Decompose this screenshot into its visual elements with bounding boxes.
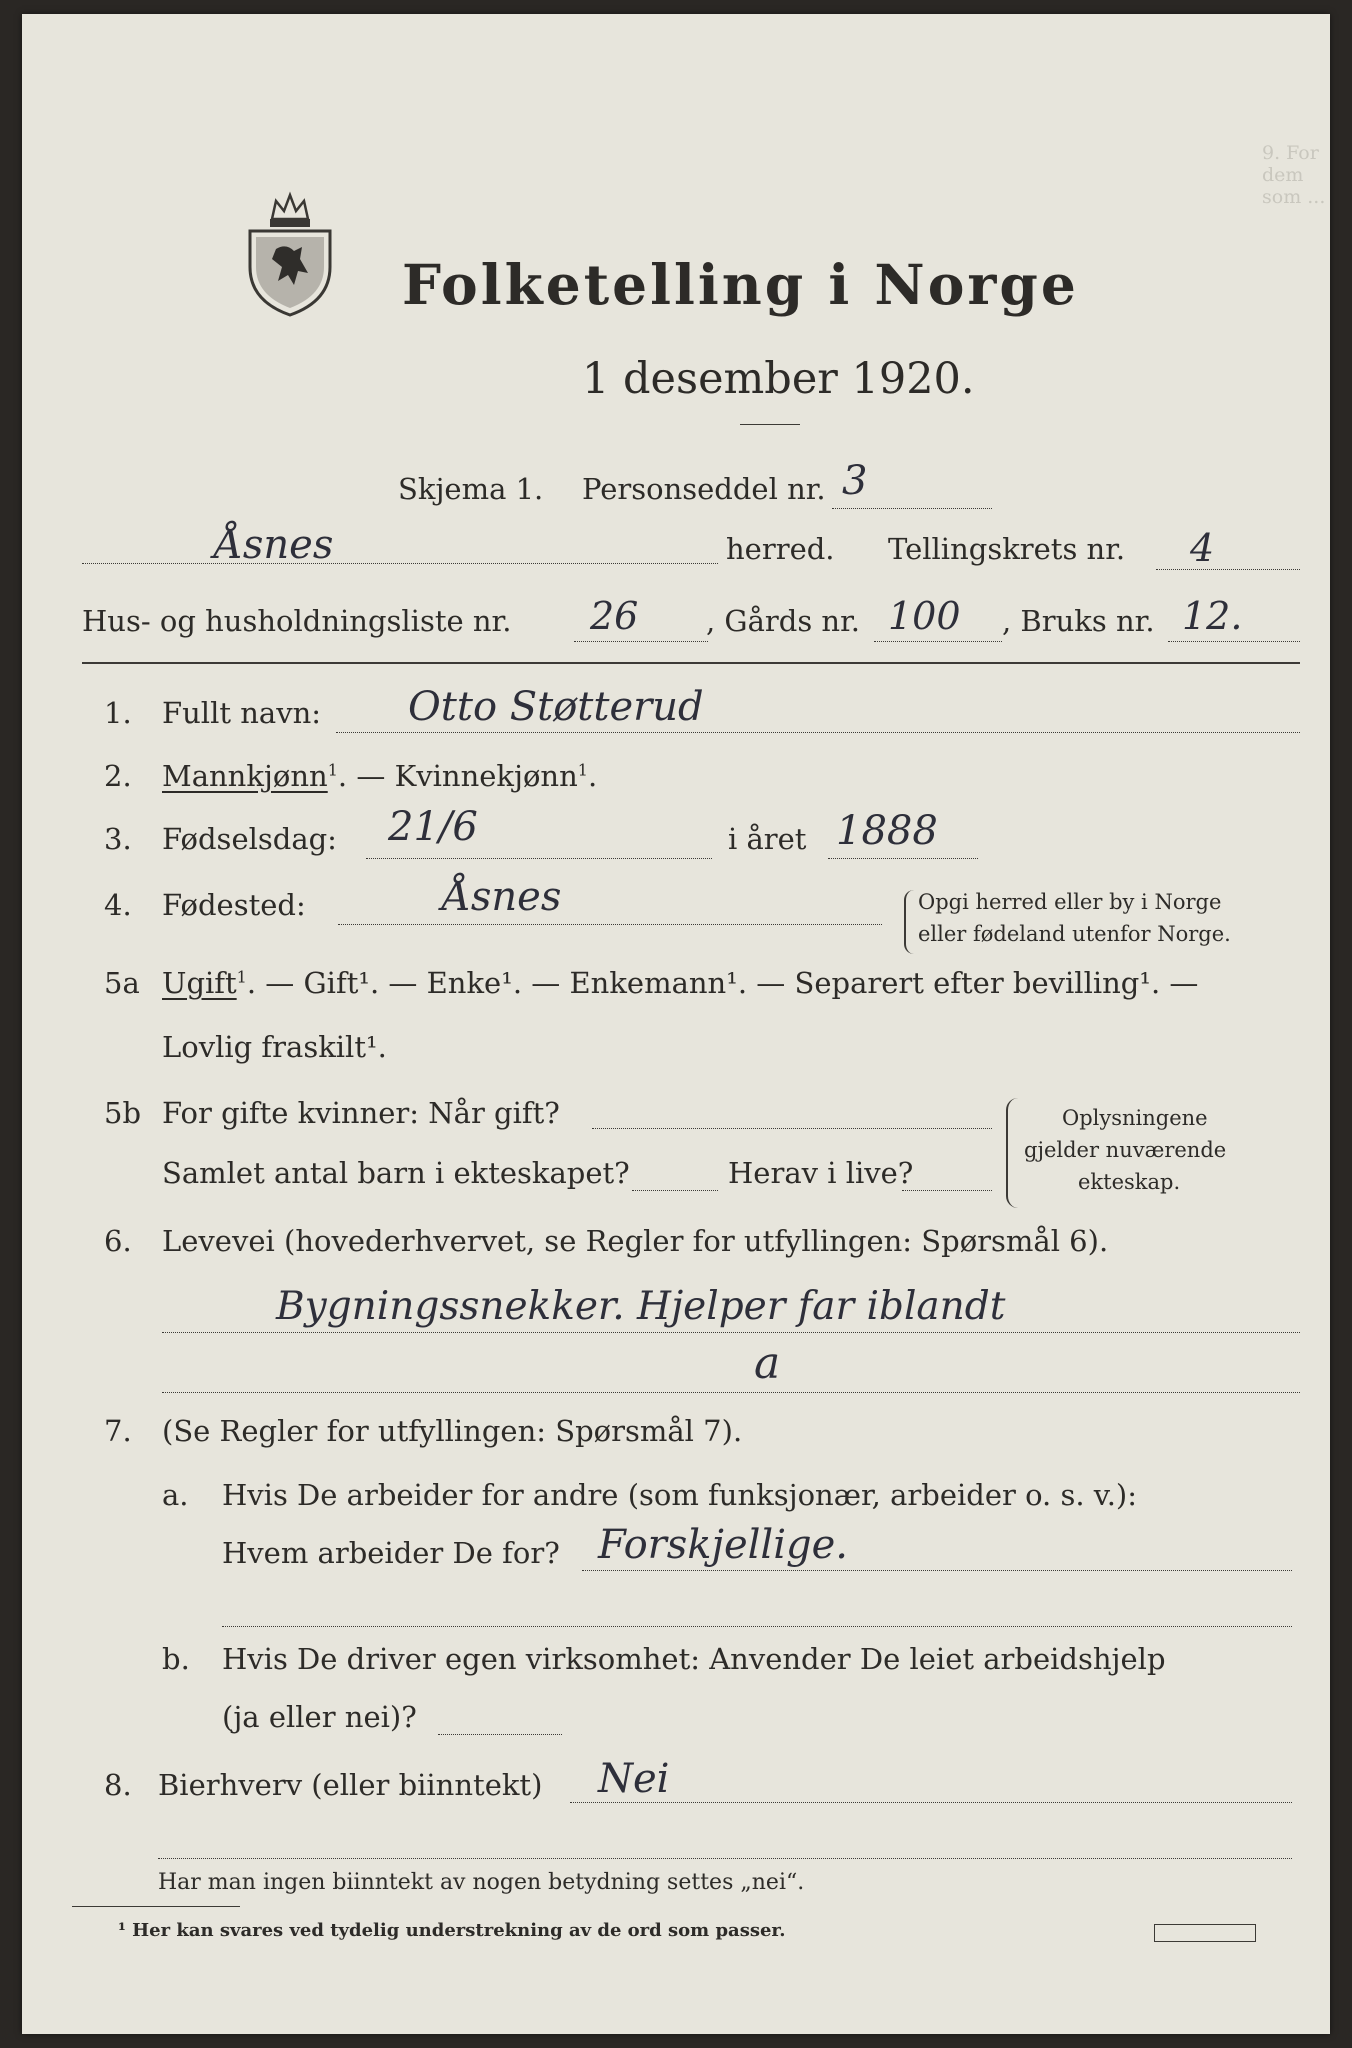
q4-note-line1: Opgi herred eller by i Norge [918, 890, 1222, 914]
hus-label: Hus- og husholdningsliste nr. [82, 604, 512, 638]
bruks-value: 12. [1182, 594, 1243, 638]
q6-line1 [162, 1332, 1300, 1333]
q5b-when-married-label: For gifte kvinner: Når gift? [162, 1096, 560, 1130]
q5b-bracket [1006, 1098, 1018, 1208]
gards-line [874, 641, 1002, 642]
year-line [828, 858, 978, 859]
q2-separator: . — [337, 759, 395, 793]
norwegian-coat-of-arms-icon [242, 189, 338, 319]
full-name-value: Otto Støtterud [408, 684, 704, 730]
q7a-extra-line [222, 1626, 1292, 1627]
header-divider [82, 662, 1300, 664]
q8-number: 8. [104, 1768, 132, 1802]
q5b-note-line1: Oplysningene [1062, 1106, 1208, 1130]
q5b-number: 5b [104, 1096, 142, 1130]
q1-line [336, 732, 1300, 733]
q5a-ugift-footnote-mark: 1 [236, 967, 247, 987]
q7b-letter: b. [162, 1642, 190, 1676]
q3-line [366, 858, 712, 859]
q7a-label: Hvis De arbeider for andre (som funksjonær, arbeider o. s. v.): [222, 1478, 1138, 1512]
census-form [22, 14, 1330, 2034]
side-income-note: Har man ingen biinntekt av nogen betydning settes „nei“. [158, 1870, 805, 1895]
birthplace-value: Åsnes [442, 874, 562, 920]
q8-line [570, 1802, 1292, 1803]
year-label: i året [728, 822, 807, 856]
q7-label: (Se Regler for utfyllingen: Spørsmål 7). [162, 1414, 743, 1448]
tellingskrets-line [1156, 569, 1300, 570]
birthdate-value: 21/6 [388, 804, 478, 850]
female-option: Kvinnekjønn [394, 759, 578, 793]
q6-line2 [162, 1392, 1300, 1393]
q5b-alive-label: Herav i live? [728, 1156, 914, 1190]
q6-label: Levevei (hovederhvervet, se Regler for utfyllingen: Spørsmål 6). [162, 1224, 1109, 1258]
schema-label: Skjema 1. [398, 472, 544, 506]
herred-line [82, 563, 718, 564]
q2-male-footnote-mark: 1 [327, 760, 338, 780]
footnote-mark: ¹ [118, 1920, 126, 1941]
form-subtitle: 1 desember 1920. [582, 354, 975, 404]
q7-number: 7. [104, 1414, 132, 1448]
hus-line [574, 641, 708, 642]
q5b-when-married-line [592, 1128, 992, 1129]
q4-note-line2: eller fødeland utenfor Norge. [918, 922, 1231, 946]
q7b-yes-no-label: (ja eller nei)? [222, 1700, 417, 1734]
q5b-children-line [632, 1190, 718, 1191]
personseddel-value: 3 [842, 458, 868, 504]
q5a-status-options [162, 966, 1198, 1000]
q2-female-footnote-mark: 1 [577, 760, 588, 780]
q7b-label: Hvis De driver egen virksomhet: Anvender De leiet arbeidshjelp [222, 1642, 1166, 1676]
q7b-line [438, 1734, 562, 1735]
q2-sex-options [162, 759, 597, 793]
q2-end: . [587, 759, 598, 793]
form-title: Folketelling i Norge [402, 252, 1079, 317]
hus-value: 26 [590, 594, 639, 638]
personseddel-label: Personseddel nr. [582, 472, 826, 506]
herred-value: Åsnes [214, 522, 334, 568]
q5a-other-options: . — Gift¹. — Enke¹. — Enkemann¹. — Separert efter bevilling¹. — [246, 966, 1199, 1000]
q7a-employer-line [582, 1570, 1292, 1571]
herred-label: herred. [726, 532, 835, 566]
q8-label: Bierhverv (eller biinntekt) [158, 1768, 543, 1802]
bruks-line [1168, 641, 1300, 642]
ugift-option: Ugift [162, 966, 237, 1000]
q7a-letter: a. [162, 1478, 189, 1512]
q5b-alive-line [902, 1190, 992, 1191]
bruks-label: , Bruks nr. [1002, 604, 1155, 638]
occupation-value: Bygningssnekker. Hjelper far iblandt [276, 1284, 1006, 1329]
employer-value: Forskjellige. [598, 1522, 848, 1568]
personseddel-line [832, 508, 992, 509]
q5b-children-label: Samlet antal barn i ekteskapet? [162, 1156, 630, 1190]
q2-number: 2. [104, 759, 132, 793]
tellingskrets-value: 4 [1190, 526, 1215, 570]
gards-label: , Gårds nr. [706, 604, 860, 638]
q1-label: Fullt navn: [162, 696, 322, 730]
male-option: Mannkjønn [162, 759, 328, 793]
q3-label: Fødselsdag: [162, 822, 337, 856]
q4-number: 4. [104, 888, 132, 922]
q3-number: 3. [104, 822, 132, 856]
q7a-employer-label: Hvem arbeider De for? [222, 1536, 560, 1570]
gards-value: 100 [888, 594, 961, 638]
printer-stamp [1154, 1924, 1256, 1942]
q4-bracket [904, 890, 914, 954]
q5b-note-line3: ekteskap. [1078, 1170, 1181, 1194]
q5a-line2: Lovlig fraskilt¹. [162, 1030, 387, 1064]
q4-line [338, 924, 882, 925]
q6-number: 6. [104, 1224, 132, 1258]
q1-number: 1. [104, 696, 132, 730]
birth-year-value: 1888 [836, 808, 938, 854]
side-income-value: Nei [598, 1756, 670, 1802]
q8-extra-line [158, 1858, 1292, 1859]
footnote [118, 1920, 786, 1941]
bleed-through-text: 9. For dem som ... [1262, 142, 1326, 208]
tellingskrets-label: Tellingskrets nr. [888, 532, 1126, 566]
title-rule [740, 424, 800, 425]
occupation-value-continued: a [754, 1338, 781, 1389]
footnote-text: Her kan svares ved tydelig understrekning av de ord som passer. [132, 1920, 786, 1941]
footnote-rule [72, 1906, 240, 1907]
q5a-number: 5a [104, 966, 140, 1000]
q4-label: Fødested: [162, 888, 306, 922]
q5b-note-line2: gjelder nuværende [1024, 1138, 1227, 1162]
